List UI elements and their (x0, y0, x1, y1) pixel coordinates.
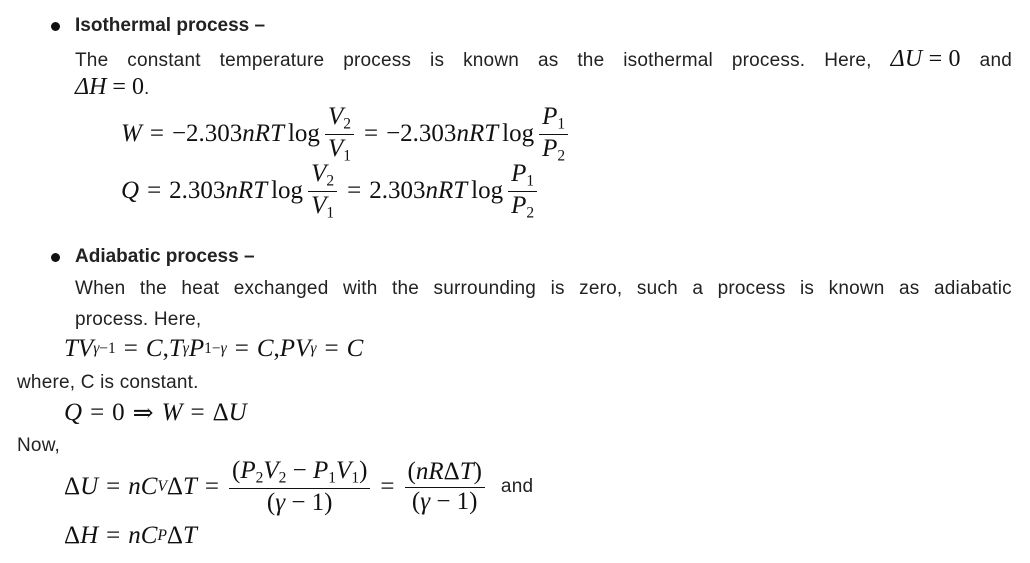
word: is (430, 50, 445, 71)
isothermal-heading: Isothermal process – (75, 15, 266, 36)
word: constant (127, 50, 201, 71)
q-zero-equation: Q = 0 ⇒ W = Δ U (64, 399, 247, 427)
word: exchanged (233, 278, 329, 299)
bullet-isothermal (51, 22, 60, 31)
fraction-p1-p2: $\frac{P_1}{P_2}$ (508, 161, 537, 222)
word: the (139, 278, 167, 299)
word: the (577, 50, 605, 71)
isothermal-description-line-1 (75, 46, 1012, 73)
and-text: and (500, 476, 534, 498)
now-text: Now, (17, 435, 61, 456)
word: process. (731, 50, 806, 71)
adiabatic-description-line-2: process. Here, (75, 309, 202, 330)
isothermal-work-equation: W = −2.303 nRT log $\frac{V_2}{V_1}$ = −2.303 nRT log $\frac{P_1}{P_2}$ (121, 104, 570, 165)
word: heat (181, 278, 220, 299)
word: known (463, 50, 520, 71)
word: When (75, 278, 126, 299)
isothermal-heat-equation: Q = 2.303 nRT log $\frac{V_2}{V_1}$ = 2.303 nRT log $\frac{P_1}{P_2}$ (121, 161, 539, 222)
word: is (550, 278, 565, 299)
period: . (143, 78, 150, 99)
word: temperature (219, 50, 325, 71)
word: a (692, 278, 704, 299)
word: surrounding (433, 278, 537, 299)
fraction-v2-v1: $\frac{V_2}{V_1}$ (308, 161, 337, 222)
adiabatic-relations-equation: TV γ−1 = C , T γ P 1−γ = C , PV γ = C (64, 335, 364, 362)
adiabatic-description-line-1 (75, 278, 1012, 300)
fraction-work-over-gamma: $\frac{(P_2V_2 - P_1V_1)}{(\gamma - 1)}$ (229, 458, 370, 516)
word: and (979, 50, 1012, 71)
fraction-v2-v1: $\frac{V_2}{V_1}$ (325, 104, 354, 165)
where-c-constant-text: where, C is constant. (17, 372, 199, 393)
word: adiabatic (933, 278, 1012, 299)
word: process (343, 50, 412, 71)
word: as (899, 278, 920, 299)
adiabatic-heading: Adiabatic process – (75, 246, 255, 267)
delta-h-equals-zero: ΔH = 0 (75, 74, 144, 100)
word: The (75, 50, 109, 71)
fraction-p1-p2: $\frac{P_1}{P_2}$ (539, 104, 568, 165)
word: with (342, 278, 378, 299)
word: Here, (824, 50, 872, 71)
fraction-nrdt-over-gamma: $\frac{\text{(nRΔT)}}{(\gamma - 1)}$ (405, 459, 485, 515)
word: process (717, 278, 786, 299)
word: such (636, 278, 678, 299)
word: the (392, 278, 420, 299)
word: as (537, 50, 559, 71)
word: known (828, 278, 885, 299)
delta-u-equation: Δ U = nC V Δ T = $\frac{(P_2V_2 - P_1V_1)}{(\gamma - 1)}$ = $\frac{\text{(nRΔT)}}{(\gamma - 1)}$ and (64, 457, 534, 516)
word: isothermal (623, 50, 713, 71)
bullet-adiabatic (51, 253, 60, 262)
delta-u-equals-zero: ΔU = 0 (890, 46, 961, 72)
isothermal-description-line-2 (75, 74, 149, 101)
word: zero, (579, 278, 623, 299)
delta-h-equation: Δ H = nC P Δ T (64, 522, 197, 549)
word: is (800, 278, 815, 299)
